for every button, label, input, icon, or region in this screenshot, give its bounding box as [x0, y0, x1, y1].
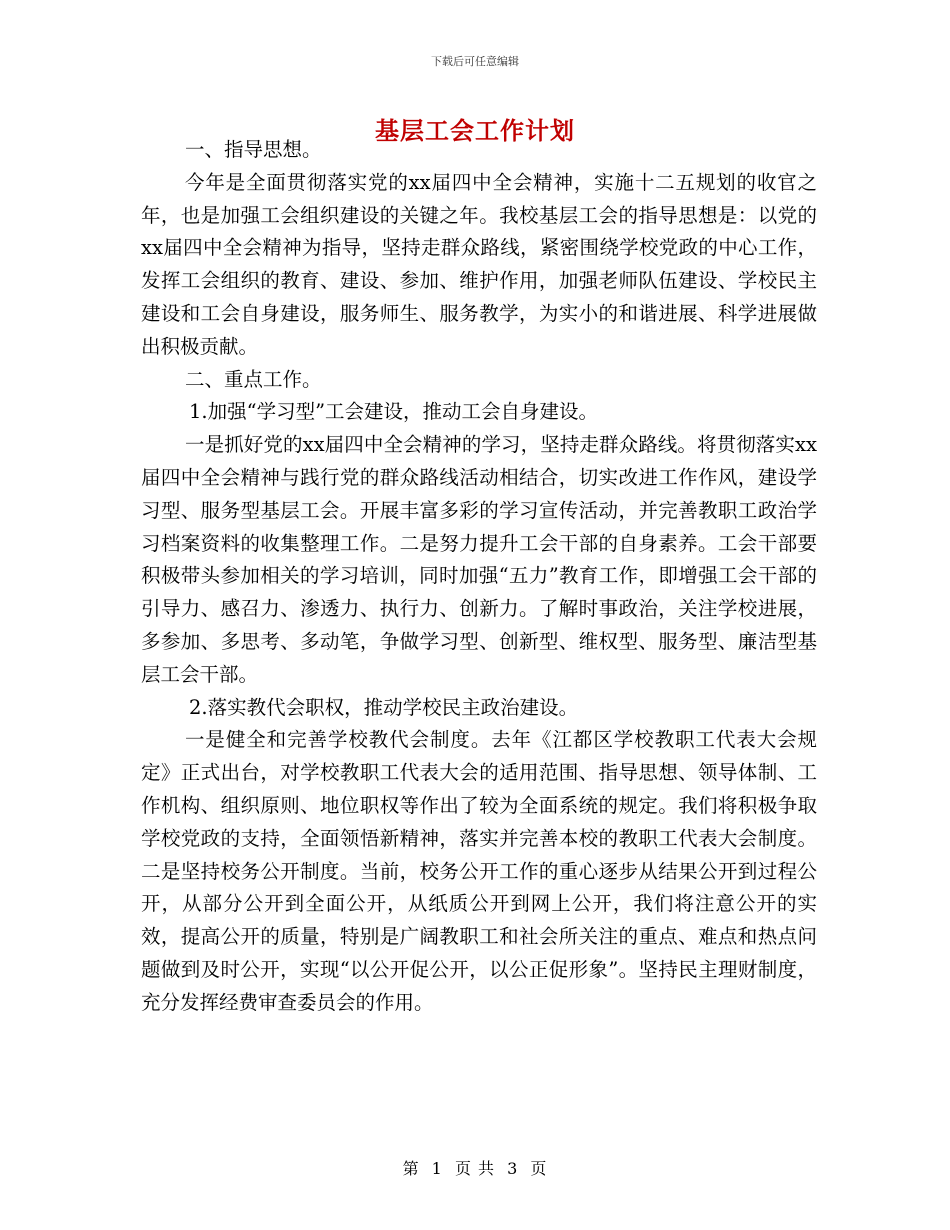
document-body: [141, 134, 817, 1020]
section-heading-key-work: 二、重点工作。: [185, 367, 322, 391]
total-pages-number: 3: [507, 1159, 519, 1178]
paragraph-guiding-ideology: 今年是全面贯彻落实党的xx届四中全会精神，实施十二五规划的收官之年，也是加强工会组织建设的关键之年。我校基层工会的指导思想是：以党的xx届四中全会精神为指导，坚持走群众路线，紧密围绕学校党政的中心工作，发挥工会组织的教育、建设、参加、维护作用，加强老师队伍建设、学校民主建设和工会自身建设，服务师生、服务教学，为实小的和谐进展、科学进展做出积极贡献。: [141, 170, 817, 358]
footer-prefix: 第: [402, 1159, 420, 1178]
footer-middle: 页 共: [454, 1159, 496, 1178]
footer-suffix: 页: [530, 1159, 548, 1178]
section-heading-guiding-ideology: 一、指导思想。: [185, 138, 322, 161]
page-header: 下载后可任意编辑: [431, 55, 519, 68]
paragraph-learning-union: 一是抓好党的xx届四中全会精神的学习，坚持走群众路线。将贯彻落实xx届四中全会精神与践行党的群众路线活动相结合，切实改进工作作风，建设学习型、服务型基层工会。开展丰富多彩的学习宣传活动，并完善教职工政治学习档案资料的收集整理工作。二是努力提升工会干部的自身素养。工会干部要积极带头参加相关的学习培训，同时加强“五力”教育工作，即增强工会干部的引导力、感召力、渗透力、执行力、创新力。了解时事政治，关注学校进展，多参加、多思考、多动笔，争做学习型、创新型、维权型、服务型、廉洁型基层工会干部。: [141, 433, 817, 686]
document-title: 基层工会工作计划: [375, 116, 575, 145]
paragraph-staff-congress: 一是健全和完善学校教代会制度。去年《江都区学校教职工代表大会规定》正式出台，对学校教职工代表大会的适用范围、指导思想、领导体制、工作机构、组织原则、地位职权等作出了较为全面系统的规定。我们将积极争取学校党政的支持，全面领悟新精神，落实并完善本校的教职工代表大会制度。二是坚持校务公开制度。当前，校务公开工作的重心逐步从结果公开到过程公开，从部分公开到全面公开，从纸质公开到网上公开，我们将注意公开的实效，提高公开的质量，特别是广阔教职工和社会所关注的重点、难点和热点问题做到及时公开，实现“以公开促公开，以公正促形象”。坚持民主理财制度，充分发挥经费审查委员会的作用。: [141, 728, 817, 1014]
page-footer: [0, 1156, 950, 1179]
current-page-number: 1: [431, 1159, 443, 1178]
subheading-staff-congress: 2.落实教代会职权，推动学校民主政治建设。: [189, 695, 579, 719]
subheading-learning-union: 1.加强“学习型”工会建设，推动工会自身建设。: [189, 400, 599, 424]
